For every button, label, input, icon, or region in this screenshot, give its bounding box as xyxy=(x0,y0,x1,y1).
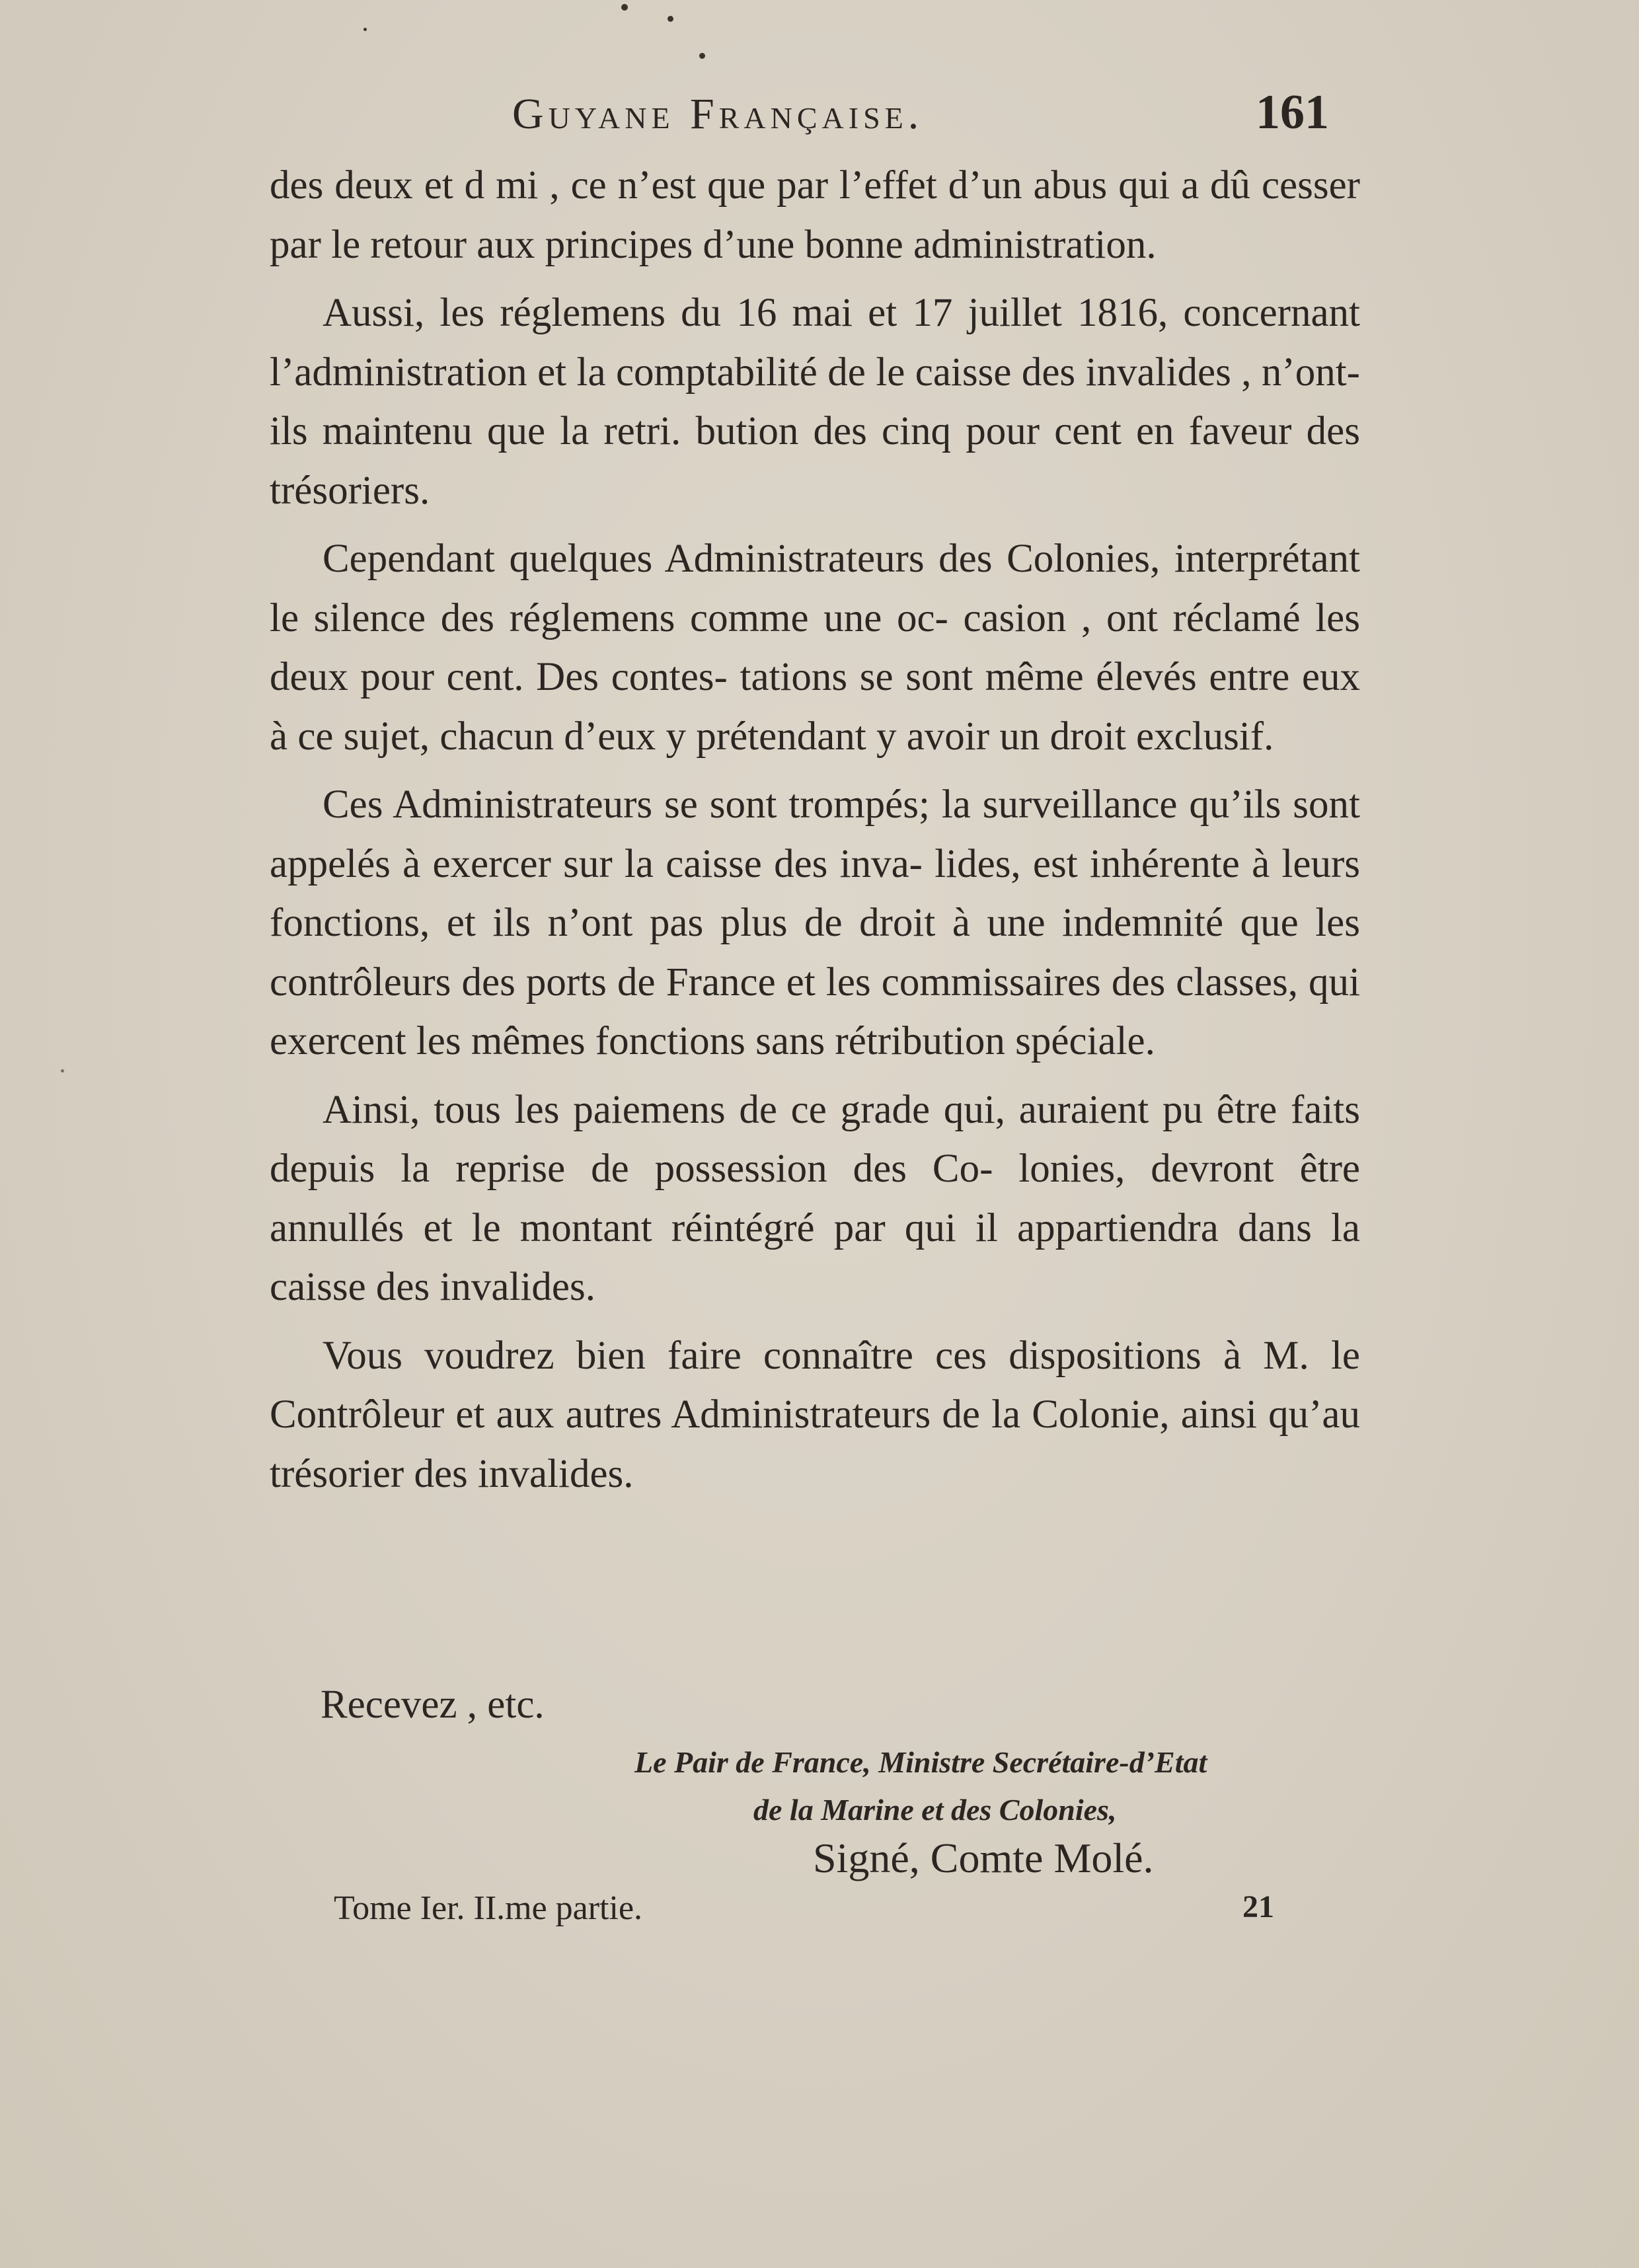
paragraph-4: Ces Administrateurs se sont trompés; la surveillance qu’ils sont appelés à exercer sur la caisse des inva- lides, est inhérente à leurs fonctions, et ils n’ont pas plus de droit à une indemnité que les contrôleurs des ports de France et les commissaires des classes, qui exercent les mêmes fonctions sans rétribution spéciale. xyxy=(270,782,1360,1063)
page-number: 161 xyxy=(1256,85,1329,139)
paragraph-1: des deux et d mi , ce n’est que par l’effet d’un abus qui a dû cesser par le retour aux principes d’une bonne administration. xyxy=(270,163,1360,267)
ink-speck xyxy=(667,16,673,22)
signature-name: Signé, Comte Molé. xyxy=(813,1834,1154,1881)
paragraph-2: Aussi, les réglemens du 16 mai et 17 juillet 1816, concernant l’administration et la comptabilité de le caisse des invalides , n’ont-ils maintenu que la retri. bution des cinq pour cent en faveur des trésoriers. xyxy=(270,291,1360,513)
signature-mark: 21 xyxy=(1242,1889,1274,1924)
ink-speck xyxy=(699,53,705,59)
paragraph-5: Ainsi, tous les paiemens de ce grade qui, auraient pu être faits depuis la reprise de possession des Co- lonies, devront être annullés et le montant réintégré par qui il appartiendra dans la caisse des invalides. xyxy=(270,1087,1360,1309)
volume-footer: Tome Ier. II.me partie. xyxy=(334,1889,643,1927)
ink-speck xyxy=(363,28,367,31)
ink-speck xyxy=(61,1069,64,1073)
signature-ministry-line: de la Marine et des Colonies, xyxy=(753,1793,1117,1827)
paragraph-6: Vous voudrez bien faire connaître ces dispositions à M. le Contrôleur et aux autres Administrateurs de la Colonie, ainsi qu’au trésorier des invalides. xyxy=(270,1333,1360,1496)
paragraph-3: Cependant quelques Administrateurs des Colonies, interprétant le silence des réglemens comme une oc- casion , ont réclamé les deux pour cent. Des contes- tations se sont même élevés entre eux à ce sujet, chacun d’eux y prétendant y avoir un droit exclusif. xyxy=(270,537,1360,759)
signature-title-line: Le Pair de France, Ministre Secrétaire-d’Etat xyxy=(634,1745,1207,1779)
closing-formula: Recevez , etc. xyxy=(321,1682,545,1727)
ink-speck xyxy=(621,4,628,11)
body-text xyxy=(270,156,1360,1513)
running-header: Guyane Française. xyxy=(512,90,924,138)
